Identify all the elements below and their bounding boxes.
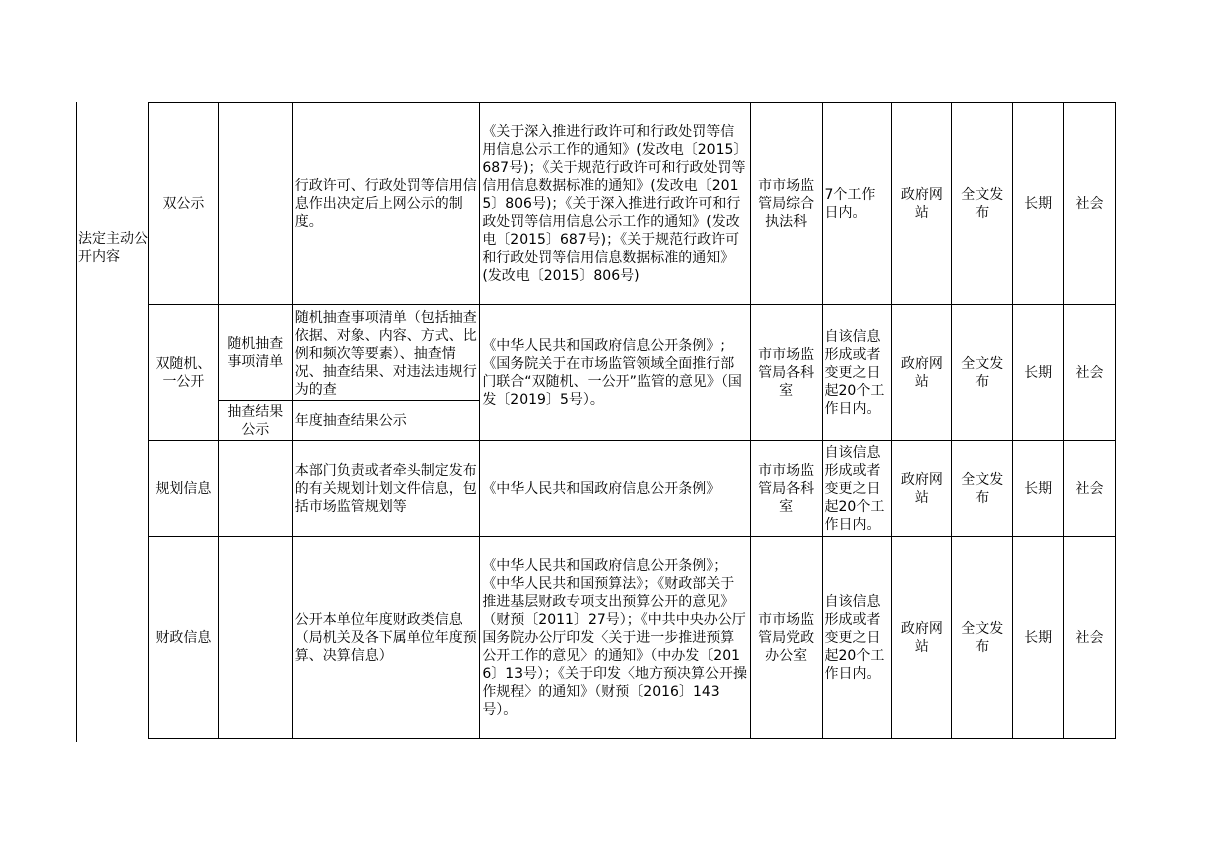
item-name: 双随机、一公开: [149, 305, 219, 441]
scope-cell: 社会: [1064, 441, 1116, 537]
content-cell: 本部门负责或者牵头制定发布的有关规划计划文件信息，包括市场监管规划等: [292, 441, 480, 537]
content-cell: 公开本单位年度财政类信息（局机关及各下属单位年度预算、决算信息）: [292, 537, 480, 739]
table-row: [149, 537, 1116, 739]
dept-cell: 市市场监管局各科室: [750, 441, 822, 537]
time-cell: 7个工作日内。: [822, 103, 892, 305]
period-cell: 长期: [1013, 537, 1064, 739]
table-row: [149, 305, 1116, 401]
period-cell: 长期: [1013, 305, 1064, 441]
channel-cell: 政府网站: [892, 441, 952, 537]
basis-cell: 《中华人民共和国政府信息公开条例》: [480, 441, 750, 537]
content-text: 随机抽查事项清单（包括抽查依据、对象、内容、方式、比例和频次等要素）、抽查情况、抽查结果、对违法违规行为的查: [294, 309, 477, 397]
basis-cell: 《中华人民共和国政府信息公开条例》；《中华人民共和国预算法》；《财政部关于推进基层财政专项支出预算公开的意见》（财预〔2011〕27号）；《中共中央办公厅国务院办公厅印发〈关于进一步推进预算公开工作的意见〉的通知》（中办发〔2016〕13号）；《关于印发〈地方预决算公开操作规程〉的通知》（财预〔2016〕143号）。: [480, 537, 750, 739]
form-cell: 全文发布: [952, 305, 1013, 441]
time-cell: 自该信息形成或者变更之日起20个工作日内。: [822, 537, 892, 739]
dept-cell: 市市场监管局综合执法科: [750, 103, 822, 305]
content-cell: [292, 305, 480, 401]
dept-cell: 市市场监管局各科室: [750, 305, 822, 441]
scope-cell: 社会: [1064, 103, 1116, 305]
content-cell: 行政许可、行政处罚等信用信息作出决定后上网公示的制度。: [292, 103, 480, 305]
channel-cell: 政府网站: [892, 103, 952, 305]
period-cell: 长期: [1013, 441, 1064, 537]
disclosure-table: [148, 102, 1116, 739]
basis-cell: 《关于深入推进行政许可和行政处罚等信用信息公示工作的通知》(发改电〔2015〕687号)；《关于规范行政许可和行政处罚等信用信息数据标准的通知》(发改电〔2015〕806号)；《关于深入推进行政许可和行政处罚等信用信息公示工作的通知》(发改电〔2015〕687号)；《关于规范行政许可和行政处罚等信用信息数据标准的通知》(发改电〔2015〕806号): [480, 103, 750, 305]
form-cell: 全文发布: [952, 103, 1013, 305]
scope-cell: 社会: [1064, 305, 1116, 441]
basis-cell: 《中华人民共和国政府信息公开条例》;《国务院关于在市场监管领域全面推行部门联合“双随机、一公开”监管的意见》（国发〔2019〕5号）。: [480, 305, 750, 441]
sub-item: [218, 103, 292, 305]
time-cell: 自该信息形成或者变更之日起20个工作日内。: [822, 441, 892, 537]
sub-item: [218, 441, 292, 537]
item-name: 财政信息: [149, 537, 219, 739]
channel-cell: 政府网站: [892, 537, 952, 739]
table-row: [149, 441, 1116, 537]
dept-cell: 市市场监管局党政办公室: [750, 537, 822, 739]
table-row: [149, 103, 1116, 305]
category-column-line: [76, 102, 77, 742]
item-name: 规划信息: [149, 441, 219, 537]
time-cell: 自该信息形成或者变更之日起20个工作日内。: [822, 305, 892, 441]
period-cell: 长期: [1013, 103, 1064, 305]
sub-item: 随机抽查事项清单: [218, 305, 292, 401]
sub-item: [218, 537, 292, 739]
sub-item: 抽查结果公示: [218, 401, 292, 441]
category-label: 法定主动公开内容: [78, 231, 148, 265]
form-cell: 全文发布: [952, 441, 1013, 537]
channel-cell: 政府网站: [892, 305, 952, 441]
scope-cell: 社会: [1064, 537, 1116, 739]
content-cell: 年度抽查结果公示: [292, 401, 480, 441]
item-name: 双公示: [149, 103, 219, 305]
form-cell: 全文发布: [952, 537, 1013, 739]
table-frame: [76, 102, 1116, 742]
